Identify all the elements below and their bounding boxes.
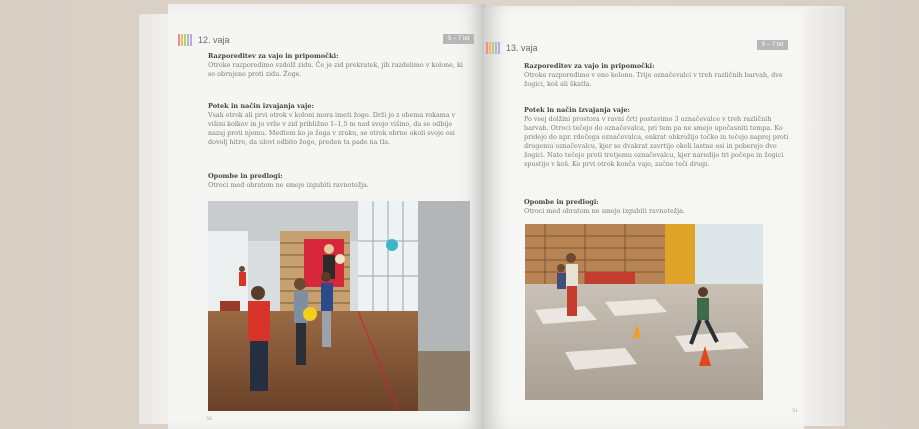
setup-heading: Razporeditev za vajo in pripomočki: bbox=[208, 52, 339, 60]
age-badge: 5 – 7 let bbox=[443, 34, 474, 44]
notes-section bbox=[208, 172, 470, 190]
notes-text: Otroci med obratom ne smejo izgubiti ravnotežja. bbox=[208, 181, 369, 189]
color-stripes-icon bbox=[486, 42, 500, 54]
left-page-header bbox=[178, 34, 230, 46]
page-number-right: 51 bbox=[792, 408, 799, 414]
page-number-left: 50 bbox=[206, 416, 213, 422]
color-stripes-icon bbox=[178, 34, 192, 46]
notes-text: Otroci med obratom ne smejo izgubiti ravnotežja. bbox=[524, 207, 685, 215]
setup-section bbox=[208, 52, 470, 79]
procedure-section bbox=[524, 106, 790, 169]
setup-section bbox=[524, 62, 790, 89]
exercise-title: 12. vaja bbox=[198, 35, 230, 45]
procedure-text: Po vsej dolžini prostora v ravni črti postavimo 3 označevalce v treh različnih barvah. Otroci tečejo do označevalca, pri tem pa ne smejo upočasniti tempa. Ko pridejo do npr. rdečega označevalca, enkrat obkrožijo točko in tečejo naprej proti drugemu označevalcu, kjer se dvakrat zavrtijo okoli lastne osi in poberejo dve žogici. Nato tečejo proti tretjemu označevalcu, kjer naredijo tri počepe in žogici spustijo v koš. Ko prvi otrok konča vajo, začne teči drugi. bbox=[524, 115, 789, 168]
notes-section bbox=[524, 198, 790, 216]
setup-heading: Razporeditev za vajo in pripomočki: bbox=[524, 62, 655, 70]
procedure-section bbox=[208, 102, 470, 147]
notes-heading: Opombe in predlogi: bbox=[524, 198, 599, 206]
notes-heading: Opombe in predlogi: bbox=[208, 172, 283, 180]
gym-photo-running-cones bbox=[525, 224, 763, 400]
procedure-heading: Potek in način izvajanja vaje: bbox=[208, 102, 314, 110]
left-page bbox=[168, 4, 486, 429]
book-page-edges-right bbox=[800, 6, 846, 426]
procedure-text: Vsak otrok ali prvi otrok v koloni mora imeti žogo. Drži jo z obema rokama v višini kolkov in jo vrže v zid približno 1–1,5 m nad svojo višino, da se odbije nazaj proti njemu. Medtem ko je žoga v zraku, se otrok obrne okoli svoje osi dovolj hitro, da ulovi odbito žogo, preden ta pade na tla. bbox=[208, 111, 456, 146]
procedure-heading: Potek in način izvajanja vaje: bbox=[524, 106, 630, 114]
gym-photo-ball-throw bbox=[208, 201, 470, 411]
setup-text: Otroke razporedimo vzdolž zidu. Če je zid prekratek, jih razdelimo v kolone, ki so obrnjene proti zidu. Žoge. bbox=[208, 61, 463, 78]
age-badge: 5 – 7 let bbox=[757, 40, 788, 50]
right-page bbox=[484, 6, 804, 429]
setup-text: Otroke razporedimo v eno kolono. Trije označevalci v treh različnih barvah, dve žogici, koš ali škatla. bbox=[524, 71, 783, 88]
right-page-header bbox=[486, 42, 538, 54]
exercise-title: 13. vaja bbox=[506, 43, 538, 53]
